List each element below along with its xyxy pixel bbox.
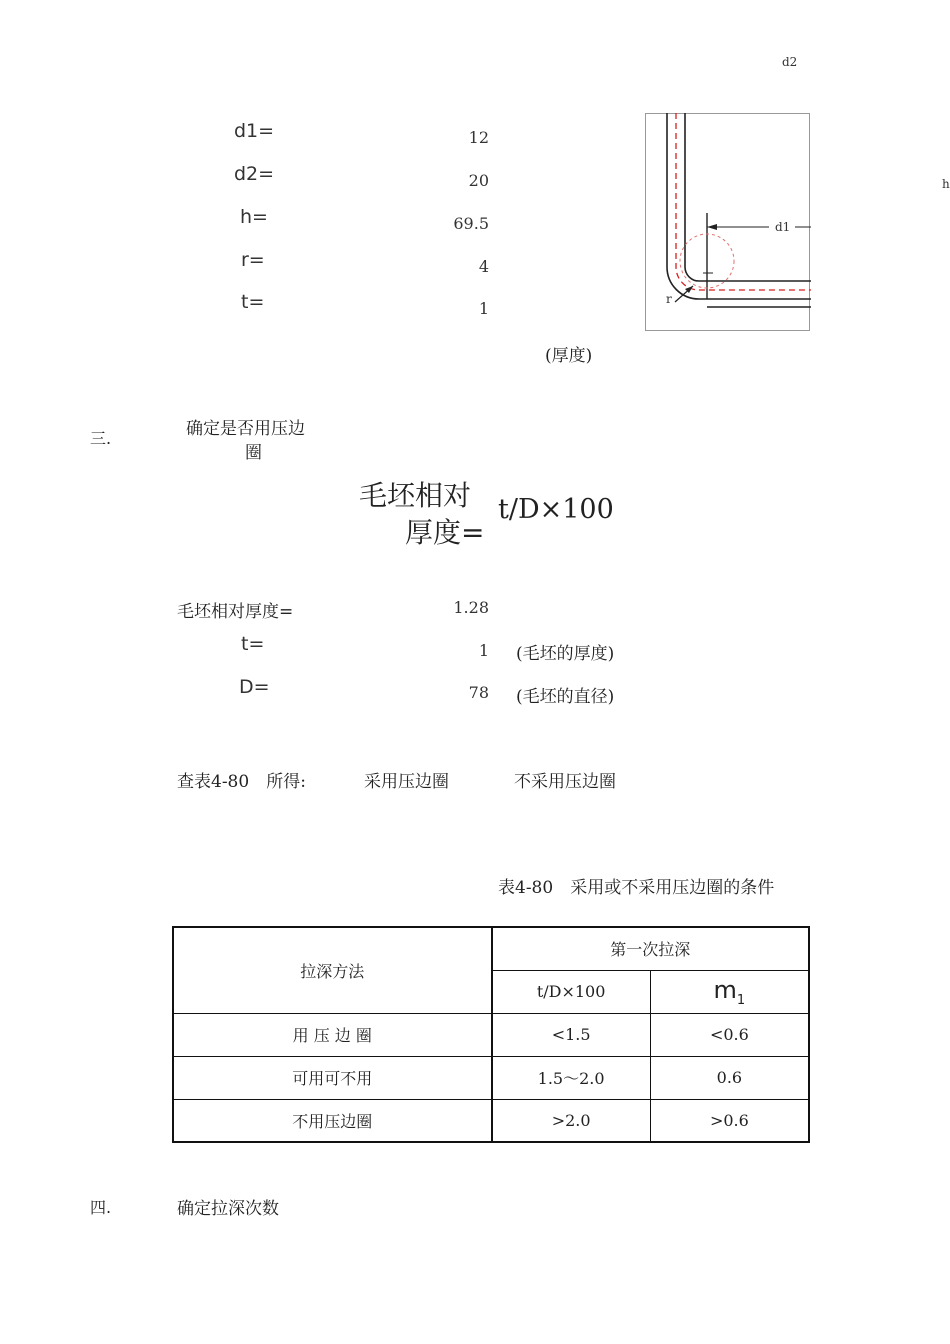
section3-title-line1: 确定是否用压边 [186, 419, 305, 439]
row-method: 可用可不用 [173, 1056, 492, 1099]
calc-D-label: D= [239, 676, 270, 698]
header-td: t/D×100 [492, 970, 651, 1013]
formula-lhs-line2: 厚度= [405, 516, 485, 549]
param-label-r: r= [241, 249, 265, 271]
calc-t-note: (毛坯的厚度) [516, 644, 615, 664]
diagram-label-d1: d1 [775, 220, 791, 234]
edge-label-h: h [942, 177, 950, 191]
param-value-t: 1 [478, 299, 489, 318]
calc-t-value: 1 [478, 641, 489, 660]
row-m: <0.6 [650, 1013, 809, 1056]
calc-t-label: t= [241, 633, 265, 655]
row-method: 用 压 边 圈 [173, 1013, 492, 1056]
lookup-option-use: 采用压边圈 [364, 772, 449, 792]
param-label-t: t= [241, 291, 265, 313]
conditions-table [172, 926, 810, 1143]
formula-lhs-line1: 毛坯相对 [359, 479, 472, 512]
param-label-d1: d1= [234, 120, 275, 142]
section3-number: 三. [90, 429, 112, 448]
row-td: 1.5～2.0 [492, 1056, 651, 1099]
rel-thickness-value: 1.28 [453, 598, 489, 617]
table-row [173, 1099, 809, 1142]
lookup-text: 查表4-80 所得: [177, 772, 306, 792]
param-value-d1: 12 [468, 128, 489, 147]
formula-rhs: t/D×100 [498, 494, 614, 525]
param-value-h: 69.5 [453, 214, 489, 233]
lookup-option-not-use: 不采用压边圈 [514, 772, 616, 792]
param-value-r: 4 [478, 257, 489, 276]
row-td: >2.0 [492, 1099, 651, 1142]
section3-title-line2: 圈 [245, 443, 262, 463]
corner-label-d2: d2 [782, 55, 798, 69]
table-row [173, 1013, 809, 1056]
calc-D-value: 78 [468, 683, 489, 702]
rel-thickness-label: 毛坯相对厚度= [177, 602, 294, 622]
row-td: <1.5 [492, 1013, 651, 1056]
row-m: >0.6 [650, 1099, 809, 1142]
header-m-subscript: 1 [736, 992, 746, 1008]
calc-D-note: (毛坯的直径) [516, 687, 615, 707]
header-first-draw: 第一次拉深 [492, 927, 810, 970]
section4-title: 确定拉深次数 [177, 1199, 279, 1219]
param-label-d2: d2= [234, 163, 275, 185]
header-m-symbol: m [713, 975, 737, 1004]
diagram-label-r: r [666, 292, 672, 306]
thickness-note: (厚度) [545, 346, 593, 366]
table-caption: 表4-80 采用或不采用压边圈的条件 [498, 878, 775, 898]
table-row [173, 1056, 809, 1099]
section4-number: 四. [90, 1198, 112, 1217]
header-method: 拉深方法 [173, 927, 492, 1013]
header-m [650, 970, 809, 1013]
row-m: 0.6 [650, 1056, 809, 1099]
row-method: 不用压边圈 [173, 1099, 492, 1142]
param-label-h: h= [240, 206, 268, 228]
param-value-d2: 20 [468, 171, 489, 190]
